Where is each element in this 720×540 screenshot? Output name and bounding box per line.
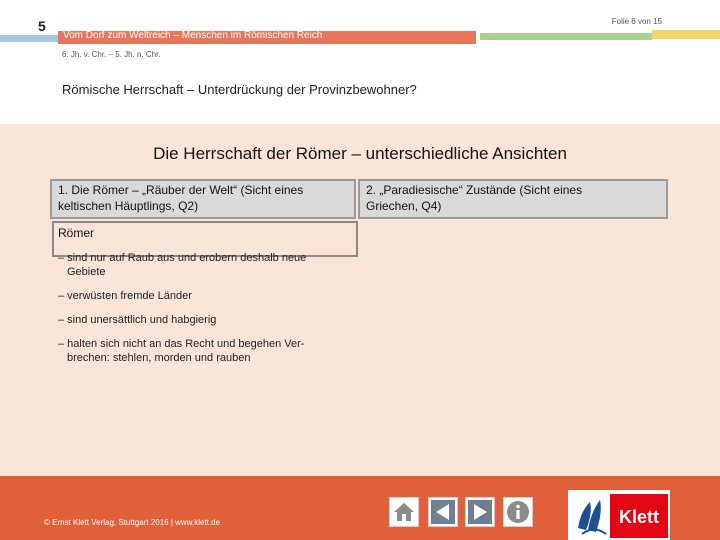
section-title: Die Herrschaft der Römer – unterschiedliche Ansichten	[153, 144, 567, 163]
view-box-celtic-line1: 1. Die Römer – „Räuber der Welt“ (Sicht eines	[58, 183, 304, 197]
previous-slide-button[interactable]	[428, 497, 458, 527]
header-accent-yellow	[652, 30, 720, 39]
home-button[interactable]	[389, 497, 419, 527]
list-item-line: – sind unersättlich und habgierig	[58, 314, 217, 326]
back-arrow-icon	[430, 499, 456, 525]
chapter-number: 5	[38, 18, 46, 34]
romer-label: Römer	[58, 226, 95, 240]
info-button[interactable]	[503, 497, 533, 527]
next-slide-button[interactable]	[465, 497, 495, 527]
list-item	[58, 337, 348, 365]
info-icon	[505, 499, 531, 525]
klett-logo-mark	[568, 490, 670, 540]
view-box-celtic-line2: keltischen Häuptlings, Q2)	[58, 199, 199, 213]
list-item-line: – sind nur auf Raub aus und erobern deshalb neue	[58, 252, 307, 264]
list-item	[58, 251, 348, 279]
view-box-greek	[358, 179, 668, 219]
copyright-text: © Ernst Klett Verlag, Stuttgart 2016 | www.klett.de	[44, 518, 221, 527]
list-item	[58, 289, 348, 303]
view-box-greek-line1: 2. „Paradiesische“ Zustände (Sicht eines	[366, 183, 583, 197]
header-bar-title: Vom Dorf zum Weltreich – Menschen im Römischen Reich	[63, 30, 323, 41]
content-area	[0, 124, 720, 476]
time-period-subtitle: 6. Jh. v. Chr. – 5. Jh. n. Chr.	[62, 50, 161, 59]
slide-counter: Folie 6 von 15	[611, 17, 662, 26]
klett-logo-text: Klett	[619, 507, 659, 527]
forward-arrow-icon	[467, 499, 493, 525]
list-item	[58, 313, 348, 327]
klett-logo	[568, 490, 670, 540]
list-item-line: – verwüsten fremde Länder	[58, 290, 192, 302]
header-accent-green	[480, 33, 652, 40]
view-box-celtic	[50, 179, 356, 219]
view-box-greek-line2: Griechen, Q4)	[366, 199, 442, 213]
home-icon	[391, 499, 417, 525]
page-title: Römische Herrschaft – Unterdrückung der Provinzbewohner?	[62, 82, 417, 97]
list-item-line: – halten sich nicht an das Recht und begehen Ver-	[58, 338, 305, 350]
header-accent-blue	[0, 35, 58, 42]
list-item-line: brechen: stehlen, morden und rauben	[67, 352, 251, 364]
list-item-line: Gebiete	[67, 266, 106, 278]
